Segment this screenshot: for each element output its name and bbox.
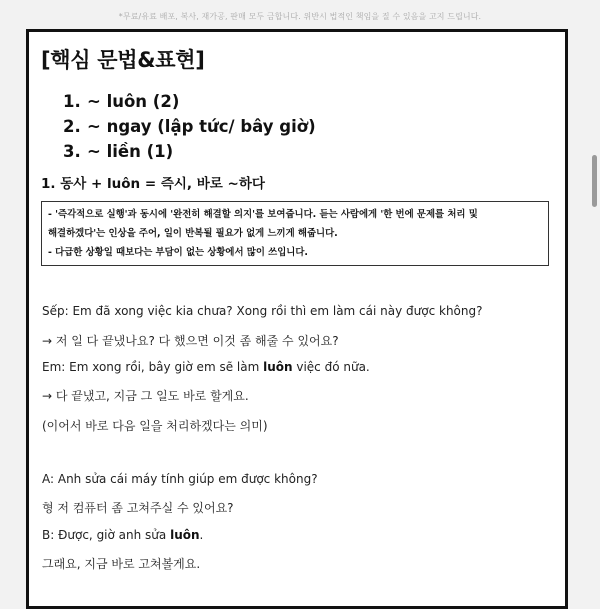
note-line: - 다급한 상황일 때보다는 부담이 없는 상황에서 많이 쓰입니다.	[48, 247, 308, 258]
note-line: 해결하겠다'는 인상을 주어, 일이 반복될 필요가 없게 느끼게 해줍니다.	[48, 228, 338, 239]
list-item: 3. ~ liền (1)	[63, 142, 174, 161]
highlight-luon: luôn	[170, 528, 200, 542]
explanation-box	[41, 201, 549, 266]
list-item: 1. ~ luôn (2)	[63, 92, 180, 111]
page-title: [핵심 문법&표현]	[41, 48, 205, 72]
example-korean: → 저 일 다 끝냈나요? 다 했으면 이것 좀 해줄 수 있어요?	[42, 334, 339, 348]
example-korean: 그래요, 지금 바로 고쳐볼게요.	[42, 557, 201, 571]
example-meaning-note: (이어서 바로 다음 일을 처리하겠다는 의미)	[42, 419, 268, 433]
example-vietnamese: A: Anh sửa cái máy tính giúp em được không?	[42, 472, 318, 486]
example-korean: 형 저 컴퓨터 좀 고쳐주실 수 있어요?	[42, 501, 234, 515]
list-item: 2. ~ ngay (lập tức/ bây giờ)	[63, 117, 316, 136]
example-korean: → 다 끝냈고, 지금 그 일도 바로 할게요.	[42, 389, 249, 403]
note-line: - '즉각적으로 실행'과 동시에 '완전히 해결할 의지'를 보여줍니다. 듣는 사람에게 '한 번에 문제를 처리 및	[48, 209, 478, 220]
example-vietnamese: Sếp: Em đã xong việc kia chưa? Xong rồi thì em làm cái này được không?	[42, 304, 483, 318]
scrollbar-thumb[interactable]	[592, 155, 597, 207]
expression-list	[63, 89, 316, 164]
scrollbar-track[interactable]	[586, 0, 600, 600]
example-vietnamese: Em: Em xong rồi, bây giờ em sẽ làm luôn việc đó nữa.	[42, 360, 370, 374]
copyright-notice: *무료/유료 배포, 복사, 재가공, 판매 모두 금합니다. 위반시 법적인 책임을 질 수 있음을 고지 드립니다.	[118, 12, 482, 21]
section-heading: 1. 동사 + luôn = 즉시, 바로 ~하다	[41, 176, 265, 192]
highlight-luon: luôn	[263, 360, 293, 374]
example-vietnamese: B: Được, giờ anh sửa luôn.	[42, 528, 204, 542]
document-page	[26, 29, 568, 609]
